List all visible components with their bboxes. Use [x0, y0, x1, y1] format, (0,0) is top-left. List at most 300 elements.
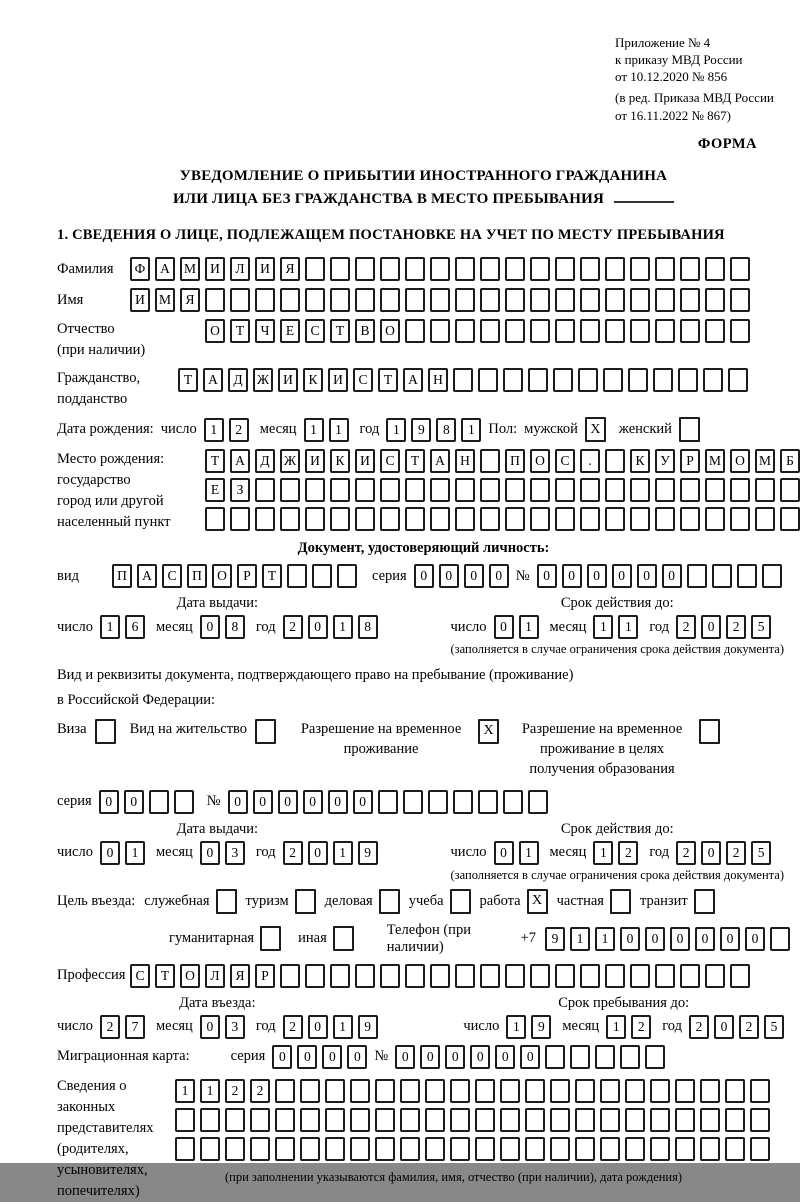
char-cell[interactable] [545, 1045, 565, 1069]
char-cell[interactable]: 9 [411, 418, 431, 442]
char-cell[interactable] [230, 288, 250, 312]
char-cell[interactable]: 0 [200, 841, 220, 865]
char-cell[interactable] [455, 507, 475, 531]
char-cell[interactable] [603, 368, 623, 392]
char-cell[interactable] [300, 1079, 320, 1103]
char-cell[interactable] [480, 257, 500, 281]
char-cell[interactable]: 8 [358, 615, 378, 639]
char-cell[interactable] [330, 478, 350, 502]
char-cell[interactable]: Р [680, 449, 700, 473]
char-cell[interactable]: 1 [593, 615, 613, 639]
char-cell[interactable] [430, 257, 450, 281]
char-cell[interactable] [680, 964, 700, 988]
char-cell[interactable] [605, 507, 625, 531]
char-cell[interactable]: 2 [676, 615, 696, 639]
char-cell[interactable]: О [730, 449, 750, 473]
char-cell[interactable] [605, 288, 625, 312]
char-cell[interactable]: 9 [531, 1015, 551, 1039]
char-cell[interactable]: 9 [545, 927, 565, 951]
char-cell[interactable]: 6 [125, 615, 145, 639]
char-cell[interactable]: 0 [297, 1045, 317, 1069]
char-cell[interactable]: 1 [333, 615, 353, 639]
char-cell[interactable] [730, 478, 750, 502]
char-cell[interactable] [255, 288, 275, 312]
char-cell[interactable]: Я [230, 964, 250, 988]
char-cell[interactable]: 1 [100, 615, 120, 639]
char-cell[interactable]: 0 [494, 841, 514, 865]
char-cell[interactable] [628, 368, 648, 392]
char-cell[interactable]: Т [155, 964, 175, 988]
char-cell[interactable] [530, 257, 550, 281]
char-cell[interactable] [728, 368, 748, 392]
char-cell[interactable] [528, 368, 548, 392]
char-cell[interactable]: Ч [255, 319, 275, 343]
char-cell[interactable] [650, 1108, 670, 1132]
char-cell[interactable] [405, 964, 425, 988]
char-cell[interactable] [355, 507, 375, 531]
char-cell[interactable]: 0 [445, 1045, 465, 1069]
char-cell[interactable] [700, 1137, 720, 1161]
char-cell[interactable] [275, 1079, 295, 1103]
char-cell[interactable] [205, 288, 225, 312]
char-cell[interactable] [705, 478, 725, 502]
char-cell[interactable] [725, 1137, 745, 1161]
char-cell[interactable]: И [205, 257, 225, 281]
char-cell[interactable]: Ж [280, 449, 300, 473]
char-cell[interactable]: П [187, 564, 207, 588]
char-cell[interactable]: 1 [593, 841, 613, 865]
char-cell[interactable]: 0 [464, 564, 484, 588]
char-cell[interactable]: З [230, 478, 250, 502]
char-cell[interactable] [630, 319, 650, 343]
char-cell[interactable]: 1 [204, 418, 224, 442]
char-cell[interactable]: 2 [225, 1079, 245, 1103]
char-cell[interactable] [645, 1045, 665, 1069]
char-cell[interactable]: Н [455, 449, 475, 473]
char-cell[interactable]: У [655, 449, 675, 473]
char-cell[interactable] [580, 319, 600, 343]
char-cell[interactable] [450, 1137, 470, 1161]
char-cell[interactable] [375, 1137, 395, 1161]
char-cell[interactable] [770, 927, 790, 951]
char-cell[interactable] [600, 1079, 620, 1103]
purpose-private-checkbox[interactable] [610, 889, 631, 914]
char-cell[interactable] [430, 964, 450, 988]
char-cell[interactable] [530, 964, 550, 988]
char-cell[interactable]: 1 [386, 418, 406, 442]
purpose-transit-checkbox[interactable] [694, 889, 715, 914]
char-cell[interactable] [480, 288, 500, 312]
char-cell[interactable] [730, 964, 750, 988]
char-cell[interactable] [428, 790, 448, 814]
char-cell[interactable] [380, 288, 400, 312]
char-cell[interactable] [580, 507, 600, 531]
char-cell[interactable]: К [630, 449, 650, 473]
char-cell[interactable]: Т [230, 319, 250, 343]
char-cell[interactable] [453, 368, 473, 392]
char-cell[interactable] [525, 1108, 545, 1132]
char-cell[interactable] [550, 1079, 570, 1103]
char-cell[interactable] [600, 1108, 620, 1132]
char-cell[interactable] [325, 1137, 345, 1161]
char-cell[interactable]: 0 [695, 927, 715, 951]
char-cell[interactable]: К [330, 449, 350, 473]
char-cell[interactable]: 0 [328, 790, 348, 814]
char-cell[interactable] [605, 449, 625, 473]
char-cell[interactable]: В [355, 319, 375, 343]
char-cell[interactable]: Т [262, 564, 282, 588]
char-cell[interactable] [255, 507, 275, 531]
char-cell[interactable] [230, 507, 250, 531]
char-cell[interactable]: С [305, 319, 325, 343]
char-cell[interactable] [700, 1079, 720, 1103]
char-cell[interactable] [555, 507, 575, 531]
char-cell[interactable] [478, 790, 498, 814]
char-cell[interactable] [730, 288, 750, 312]
char-cell[interactable] [455, 478, 475, 502]
char-cell[interactable]: 0 [308, 615, 328, 639]
char-cell[interactable] [480, 507, 500, 531]
char-cell[interactable] [712, 564, 732, 588]
char-cell[interactable]: 2 [676, 841, 696, 865]
char-cell[interactable] [780, 478, 800, 502]
char-cell[interactable]: О [205, 319, 225, 343]
char-cell[interactable] [675, 1108, 695, 1132]
char-cell[interactable]: 0 [347, 1045, 367, 1069]
char-cell[interactable]: 2 [631, 1015, 651, 1039]
char-cell[interactable] [703, 368, 723, 392]
char-cell[interactable]: Ф [130, 257, 150, 281]
char-cell[interactable] [305, 478, 325, 502]
char-cell[interactable] [580, 478, 600, 502]
char-cell[interactable]: 2 [726, 841, 746, 865]
char-cell[interactable] [350, 1137, 370, 1161]
char-cell[interactable] [480, 478, 500, 502]
char-cell[interactable]: 0 [714, 1015, 734, 1039]
char-cell[interactable] [570, 1045, 590, 1069]
char-cell[interactable] [530, 478, 550, 502]
char-cell[interactable] [450, 1108, 470, 1132]
char-cell[interactable] [280, 288, 300, 312]
char-cell[interactable]: Н [428, 368, 448, 392]
sex-female-checkbox[interactable] [679, 417, 700, 442]
char-cell[interactable]: Е [205, 478, 225, 502]
char-cell[interactable] [605, 478, 625, 502]
char-cell[interactable] [503, 790, 523, 814]
char-cell[interactable] [355, 288, 375, 312]
char-cell[interactable]: 2 [689, 1015, 709, 1039]
char-cell[interactable]: И [278, 368, 298, 392]
char-cell[interactable] [425, 1079, 445, 1103]
char-cell[interactable] [380, 964, 400, 988]
char-cell[interactable] [380, 507, 400, 531]
char-cell[interactable] [705, 964, 725, 988]
char-cell[interactable] [600, 1137, 620, 1161]
char-cell[interactable] [505, 964, 525, 988]
char-cell[interactable] [225, 1137, 245, 1161]
char-cell[interactable] [403, 790, 423, 814]
char-cell[interactable] [405, 288, 425, 312]
char-cell[interactable] [700, 1108, 720, 1132]
char-cell[interactable]: . [580, 449, 600, 473]
char-cell[interactable]: 3 [225, 841, 245, 865]
char-cell[interactable]: 0 [587, 564, 607, 588]
char-cell[interactable] [200, 1108, 220, 1132]
char-cell[interactable]: Д [228, 368, 248, 392]
char-cell[interactable]: 0 [100, 841, 120, 865]
char-cell[interactable]: 0 [439, 564, 459, 588]
char-cell[interactable] [530, 288, 550, 312]
char-cell[interactable] [149, 790, 169, 814]
char-cell[interactable] [455, 257, 475, 281]
char-cell[interactable] [330, 507, 350, 531]
char-cell[interactable] [655, 507, 675, 531]
char-cell[interactable]: Б [780, 449, 800, 473]
char-cell[interactable] [680, 478, 700, 502]
char-cell[interactable] [480, 449, 500, 473]
char-cell[interactable]: 5 [764, 1015, 784, 1039]
char-cell[interactable] [480, 964, 500, 988]
char-cell[interactable] [305, 257, 325, 281]
char-cell[interactable] [200, 1137, 220, 1161]
residence-permit-checkbox[interactable] [255, 719, 276, 744]
char-cell[interactable] [650, 1079, 670, 1103]
char-cell[interactable]: А [430, 449, 450, 473]
char-cell[interactable] [312, 564, 332, 588]
char-cell[interactable] [480, 319, 500, 343]
char-cell[interactable]: 1 [304, 418, 324, 442]
char-cell[interactable] [305, 507, 325, 531]
char-cell[interactable] [255, 478, 275, 502]
char-cell[interactable] [280, 478, 300, 502]
char-cell[interactable] [630, 257, 650, 281]
char-cell[interactable]: М [180, 257, 200, 281]
char-cell[interactable] [762, 564, 782, 588]
char-cell[interactable]: 0 [637, 564, 657, 588]
char-cell[interactable] [350, 1108, 370, 1132]
char-cell[interactable]: 0 [645, 927, 665, 951]
char-cell[interactable] [655, 257, 675, 281]
char-cell[interactable]: Ж [253, 368, 273, 392]
char-cell[interactable] [625, 1108, 645, 1132]
char-cell[interactable]: 0 [470, 1045, 490, 1069]
char-cell[interactable]: 0 [200, 1015, 220, 1039]
char-cell[interactable] [330, 288, 350, 312]
char-cell[interactable] [500, 1079, 520, 1103]
char-cell[interactable]: О [380, 319, 400, 343]
purpose-business-checkbox[interactable] [379, 889, 400, 914]
char-cell[interactable]: И [328, 368, 348, 392]
char-cell[interactable] [655, 964, 675, 988]
char-cell[interactable] [575, 1079, 595, 1103]
char-cell[interactable]: 0 [322, 1045, 342, 1069]
char-cell[interactable] [378, 790, 398, 814]
char-cell[interactable]: 2 [229, 418, 249, 442]
char-cell[interactable] [725, 1079, 745, 1103]
char-cell[interactable]: 2 [618, 841, 638, 865]
char-cell[interactable]: О [530, 449, 550, 473]
char-cell[interactable]: И [130, 288, 150, 312]
char-cell[interactable] [300, 1108, 320, 1132]
char-cell[interactable] [555, 478, 575, 502]
char-cell[interactable]: М [705, 449, 725, 473]
char-cell[interactable] [705, 257, 725, 281]
purpose-humanitarian-checkbox[interactable] [260, 926, 281, 951]
char-cell[interactable] [575, 1108, 595, 1132]
char-cell[interactable] [553, 368, 573, 392]
char-cell[interactable] [430, 478, 450, 502]
char-cell[interactable]: 1 [200, 1079, 220, 1103]
char-cell[interactable]: А [403, 368, 423, 392]
char-cell[interactable] [430, 319, 450, 343]
char-cell[interactable] [355, 257, 375, 281]
char-cell[interactable] [400, 1079, 420, 1103]
char-cell[interactable] [275, 1137, 295, 1161]
char-cell[interactable]: О [212, 564, 232, 588]
char-cell[interactable] [453, 790, 473, 814]
char-cell[interactable] [528, 790, 548, 814]
char-cell[interactable]: 1 [329, 418, 349, 442]
char-cell[interactable]: 1 [333, 1015, 353, 1039]
char-cell[interactable]: С [130, 964, 150, 988]
char-cell[interactable]: Р [237, 564, 257, 588]
char-cell[interactable] [620, 1045, 640, 1069]
char-cell[interactable] [705, 288, 725, 312]
char-cell[interactable]: 0 [395, 1045, 415, 1069]
char-cell[interactable]: 2 [739, 1015, 759, 1039]
char-cell[interactable] [653, 368, 673, 392]
char-cell[interactable] [355, 478, 375, 502]
char-cell[interactable]: 0 [253, 790, 273, 814]
char-cell[interactable] [405, 507, 425, 531]
char-cell[interactable]: 5 [751, 841, 771, 865]
char-cell[interactable]: А [230, 449, 250, 473]
sex-male-checkbox[interactable]: X [585, 417, 606, 442]
char-cell[interactable] [330, 964, 350, 988]
purpose-official-checkbox[interactable] [216, 889, 237, 914]
char-cell[interactable]: 0 [124, 790, 144, 814]
temp-residence-checkbox[interactable]: X [478, 719, 499, 744]
char-cell[interactable] [425, 1108, 445, 1132]
char-cell[interactable]: 1 [125, 841, 145, 865]
char-cell[interactable] [455, 964, 475, 988]
char-cell[interactable] [580, 288, 600, 312]
char-cell[interactable] [550, 1108, 570, 1132]
char-cell[interactable] [505, 507, 525, 531]
char-cell[interactable]: 0 [278, 790, 298, 814]
char-cell[interactable]: К [303, 368, 323, 392]
char-cell[interactable]: М [755, 449, 775, 473]
char-cell[interactable] [555, 257, 575, 281]
char-cell[interactable] [625, 1079, 645, 1103]
char-cell[interactable] [505, 288, 525, 312]
char-cell[interactable]: 9 [358, 841, 378, 865]
char-cell[interactable]: 8 [436, 418, 456, 442]
char-cell[interactable] [174, 790, 194, 814]
char-cell[interactable]: 0 [495, 1045, 515, 1069]
char-cell[interactable]: 2 [283, 615, 303, 639]
char-cell[interactable] [175, 1108, 195, 1132]
char-cell[interactable] [280, 507, 300, 531]
char-cell[interactable]: 0 [228, 790, 248, 814]
char-cell[interactable] [730, 257, 750, 281]
char-cell[interactable] [478, 368, 498, 392]
char-cell[interactable] [405, 319, 425, 343]
char-cell[interactable] [655, 288, 675, 312]
char-cell[interactable]: А [203, 368, 223, 392]
char-cell[interactable]: 0 [414, 564, 434, 588]
char-cell[interactable] [687, 564, 707, 588]
char-cell[interactable]: Д [255, 449, 275, 473]
char-cell[interactable]: 0 [537, 564, 557, 588]
char-cell[interactable]: 0 [489, 564, 509, 588]
char-cell[interactable] [455, 288, 475, 312]
char-cell[interactable] [595, 1045, 615, 1069]
char-cell[interactable]: 0 [200, 615, 220, 639]
char-cell[interactable]: Т [205, 449, 225, 473]
char-cell[interactable]: 0 [272, 1045, 292, 1069]
char-cell[interactable] [675, 1137, 695, 1161]
char-cell[interactable] [530, 319, 550, 343]
char-cell[interactable]: Л [205, 964, 225, 988]
char-cell[interactable] [680, 288, 700, 312]
char-cell[interactable]: О [180, 964, 200, 988]
char-cell[interactable]: 0 [420, 1045, 440, 1069]
char-cell[interactable] [555, 288, 575, 312]
char-cell[interactable]: 1 [519, 615, 539, 639]
char-cell[interactable] [630, 288, 650, 312]
char-cell[interactable] [680, 507, 700, 531]
char-cell[interactable] [475, 1137, 495, 1161]
char-cell[interactable] [550, 1137, 570, 1161]
char-cell[interactable] [730, 507, 750, 531]
char-cell[interactable] [250, 1137, 270, 1161]
char-cell[interactable]: С [380, 449, 400, 473]
char-cell[interactable]: Я [280, 257, 300, 281]
char-cell[interactable] [525, 1079, 545, 1103]
char-cell[interactable] [678, 368, 698, 392]
char-cell[interactable]: 0 [701, 841, 721, 865]
char-cell[interactable] [280, 964, 300, 988]
char-cell[interactable] [375, 1079, 395, 1103]
char-cell[interactable] [630, 478, 650, 502]
purpose-study-checkbox[interactable] [450, 889, 471, 914]
char-cell[interactable] [605, 319, 625, 343]
char-cell[interactable]: 5 [751, 615, 771, 639]
char-cell[interactable] [205, 507, 225, 531]
char-cell[interactable] [505, 257, 525, 281]
char-cell[interactable] [505, 478, 525, 502]
char-cell[interactable] [580, 257, 600, 281]
char-cell[interactable] [575, 1137, 595, 1161]
char-cell[interactable]: 0 [494, 615, 514, 639]
char-cell[interactable] [355, 964, 375, 988]
char-cell[interactable] [605, 964, 625, 988]
char-cell[interactable]: 0 [562, 564, 582, 588]
char-cell[interactable] [675, 1079, 695, 1103]
char-cell[interactable] [380, 257, 400, 281]
char-cell[interactable] [780, 507, 800, 531]
char-cell[interactable]: И [305, 449, 325, 473]
char-cell[interactable] [630, 507, 650, 531]
char-cell[interactable]: М [155, 288, 175, 312]
char-cell[interactable] [225, 1108, 245, 1132]
char-cell[interactable] [430, 288, 450, 312]
char-cell[interactable] [555, 319, 575, 343]
char-cell[interactable]: 0 [662, 564, 682, 588]
char-cell[interactable] [680, 319, 700, 343]
char-cell[interactable]: С [555, 449, 575, 473]
